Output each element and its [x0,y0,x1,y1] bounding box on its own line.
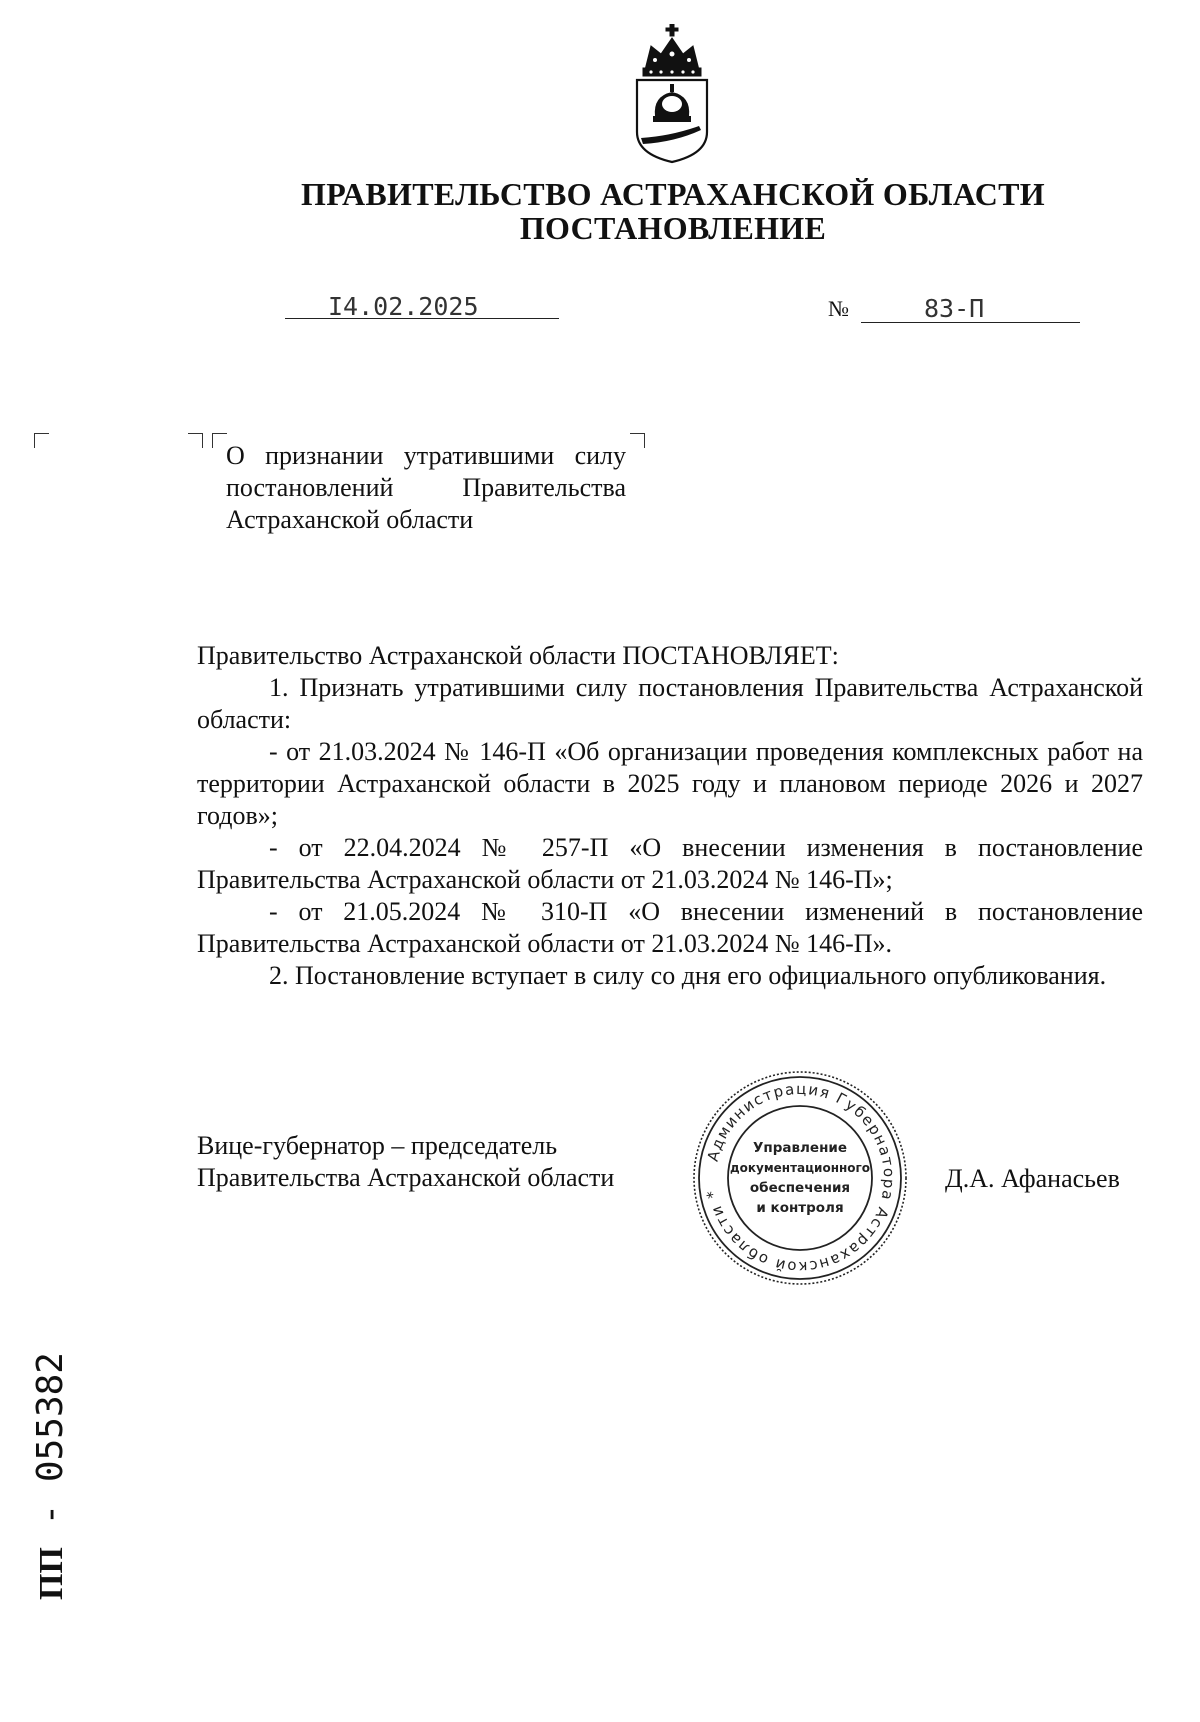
corner-mark [188,433,203,448]
number-label: № [828,296,849,321]
subject-line: постановлений Правительства [226,473,626,502]
clause-2: 2. Постановление вступает в силу со дня его официального опубликования. [269,961,1107,990]
document-number: 83-П [924,294,985,323]
seal-text: обеспечения [749,1180,851,1196]
seal-ring-text: Администрация Губернатора Астраханской области * [702,1079,899,1277]
coat-of-arms-icon [631,24,713,164]
signatory-name: Д.А. Афанасьев [945,1164,1120,1193]
clause-1-subitem: - от 22.04.2024 № 257-П «О внесении изменения в постановление Правительства Астраханской области от 21.03.2024 № 146-П»; [197,833,1143,894]
seal-text: и контроля [756,1200,844,1216]
signatory-title-line: Вице-губернатор – председатель [197,1131,558,1160]
signatory-title-line: Правительства Астраханской области [197,1163,615,1192]
registry-prefix: ПП [33,1547,70,1600]
clause-1-subitem: - от 21.05.2024 № 310-П «О внесении изменений в постановление Правительства Астраханской области от 21.03.2024 № 146-П». [197,897,1143,958]
subject-line: О признании утратившими силу [226,441,626,470]
document-subject [226,440,626,536]
clause-1: 1. Признать утратившими силу постановления Правительства Астраханской области: [197,673,1143,734]
registry-separator: - [30,1482,71,1548]
seal-text: Управление [752,1140,848,1156]
seal-text: документационного [729,1161,871,1175]
registry-digits: 055382 [30,1352,71,1483]
corner-mark [630,433,645,448]
clause-1-subitem: - от 21.03.2024 № 146-П «Об организации проведения комплексных работ на территории Астраханской области в 2025 году и плановом периоде 2026 и 2027 годов»; [197,737,1143,830]
document-type: ПОСТАНОВЛЕНИЕ [519,210,827,246]
official-seal [690,1068,910,1288]
organization-title: ПРАВИТЕЛЬСТВО АСТРАХАНСКОЙ ОБЛАСТИ [301,176,1045,212]
corner-mark [212,433,227,448]
svg-text:Администрация Губернатора Астр [703,1080,898,1276]
signatory-title [197,1130,614,1194]
corner-mark [34,433,49,448]
preamble: Правительство Астраханской области ПОСТАНОВЛЯЕТ: [197,641,839,670]
document-date: I4.02.2025 [328,292,479,321]
subject-line: Астраханской области [226,505,474,534]
document-body [197,640,1143,992]
registry-number [30,1352,71,1600]
